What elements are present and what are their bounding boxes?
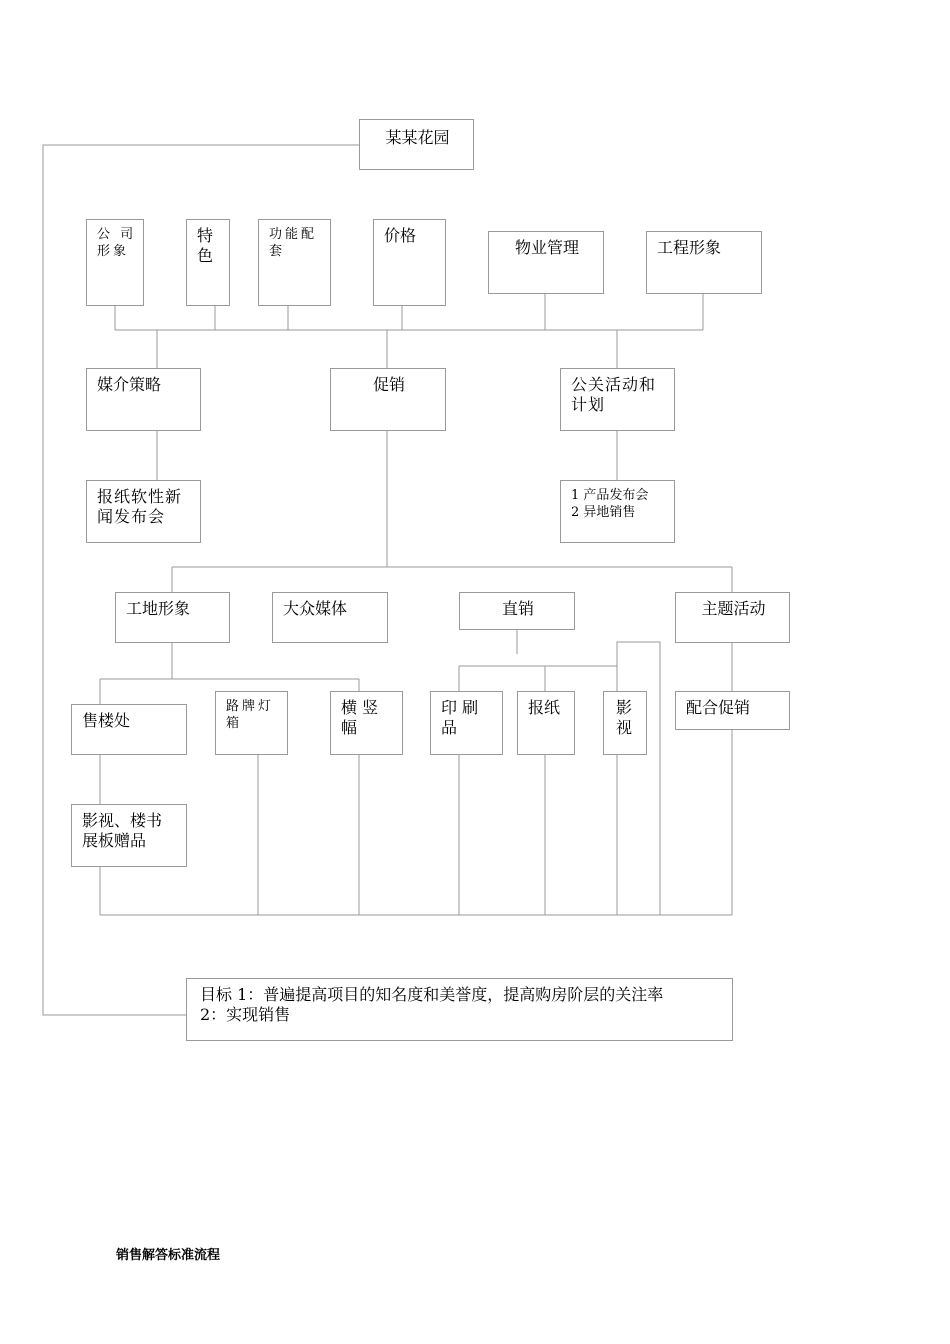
item-newspaper: [517, 691, 575, 755]
strategy-label: 媒介策略: [97, 375, 162, 394]
factor-label: 公 司: [97, 227, 137, 242]
item-label: 印 刷: [441, 698, 479, 717]
item-sales-office: [71, 704, 187, 755]
strategy-promotion: [330, 368, 446, 431]
newspaper-news-box: [86, 480, 201, 543]
item-label: 箱: [226, 716, 243, 731]
factor-label: 工程形象: [657, 238, 722, 257]
item-supporting-promo: [675, 691, 790, 730]
factor-label: 色: [197, 246, 214, 265]
goal-line-2: 2：实现销售: [200, 1005, 291, 1024]
root-node: [359, 119, 474, 170]
pr-items-box: [560, 480, 675, 543]
item-road-signs: [215, 691, 288, 755]
channel-theme-events: [675, 592, 790, 643]
goal-line-1: 目标 1：普遍提高项目的知名度和美誉度，提高购房阶层的关注率: [200, 985, 664, 1004]
item-print: [430, 691, 503, 755]
channel-direct-sales: [459, 592, 575, 630]
item-label: 横 竖: [341, 698, 379, 717]
factor-price: [373, 219, 446, 306]
item-label: 售楼处: [82, 711, 131, 730]
strategy-label: 公关活动和: [571, 375, 657, 394]
channel-label: 工地形象: [126, 599, 191, 618]
channel-site-image: [115, 592, 230, 643]
item-label: 幅: [341, 718, 358, 737]
root-label: 某某花园: [385, 128, 450, 147]
factor-label: 特: [197, 226, 214, 245]
sub-label: 报纸软性新: [97, 487, 183, 506]
goal-box: [186, 978, 733, 1041]
item-label: 路牌灯: [226, 699, 275, 714]
factor-facilities: [258, 219, 331, 306]
sub-label: 2 异地销售: [571, 505, 636, 520]
item-banners: [330, 691, 403, 755]
sub-label: 1 产品发布会: [571, 488, 649, 503]
factor-label: 套: [269, 244, 286, 259]
factor-company-image: [86, 219, 144, 306]
item-label: 品: [441, 718, 458, 737]
factor-label: 功能配: [269, 227, 318, 242]
factor-label: 形象: [97, 244, 130, 259]
channel-mass-media: [272, 592, 388, 643]
channel-label: 大众媒体: [283, 599, 348, 618]
factor-engineering-image: [646, 231, 762, 294]
strategy-media: [86, 368, 201, 431]
item-label: 展板赠品: [82, 831, 147, 850]
item-label: 视: [616, 718, 633, 737]
sub-label: 闻发布会: [97, 507, 166, 526]
strategy-pr: [560, 368, 675, 431]
item-video-materials: [71, 804, 187, 867]
factor-features: [186, 219, 230, 306]
factor-property-management: [488, 231, 604, 294]
item-label: 影: [616, 698, 633, 717]
item-label: 报纸: [528, 698, 561, 717]
factor-label: 价格: [384, 226, 417, 245]
section-title: 销售解答标准流程: [116, 1248, 221, 1263]
item-label: 配合促销: [686, 698, 751, 717]
strategy-label: 促销: [372, 375, 405, 394]
strategy-label: 计划: [571, 395, 606, 414]
factor-label: 物业管理: [514, 238, 579, 257]
item-label: 影视、楼书: [82, 811, 163, 830]
channel-label: 直销: [501, 599, 534, 618]
channel-label: 主题活动: [701, 599, 766, 618]
item-tv: [603, 691, 647, 755]
